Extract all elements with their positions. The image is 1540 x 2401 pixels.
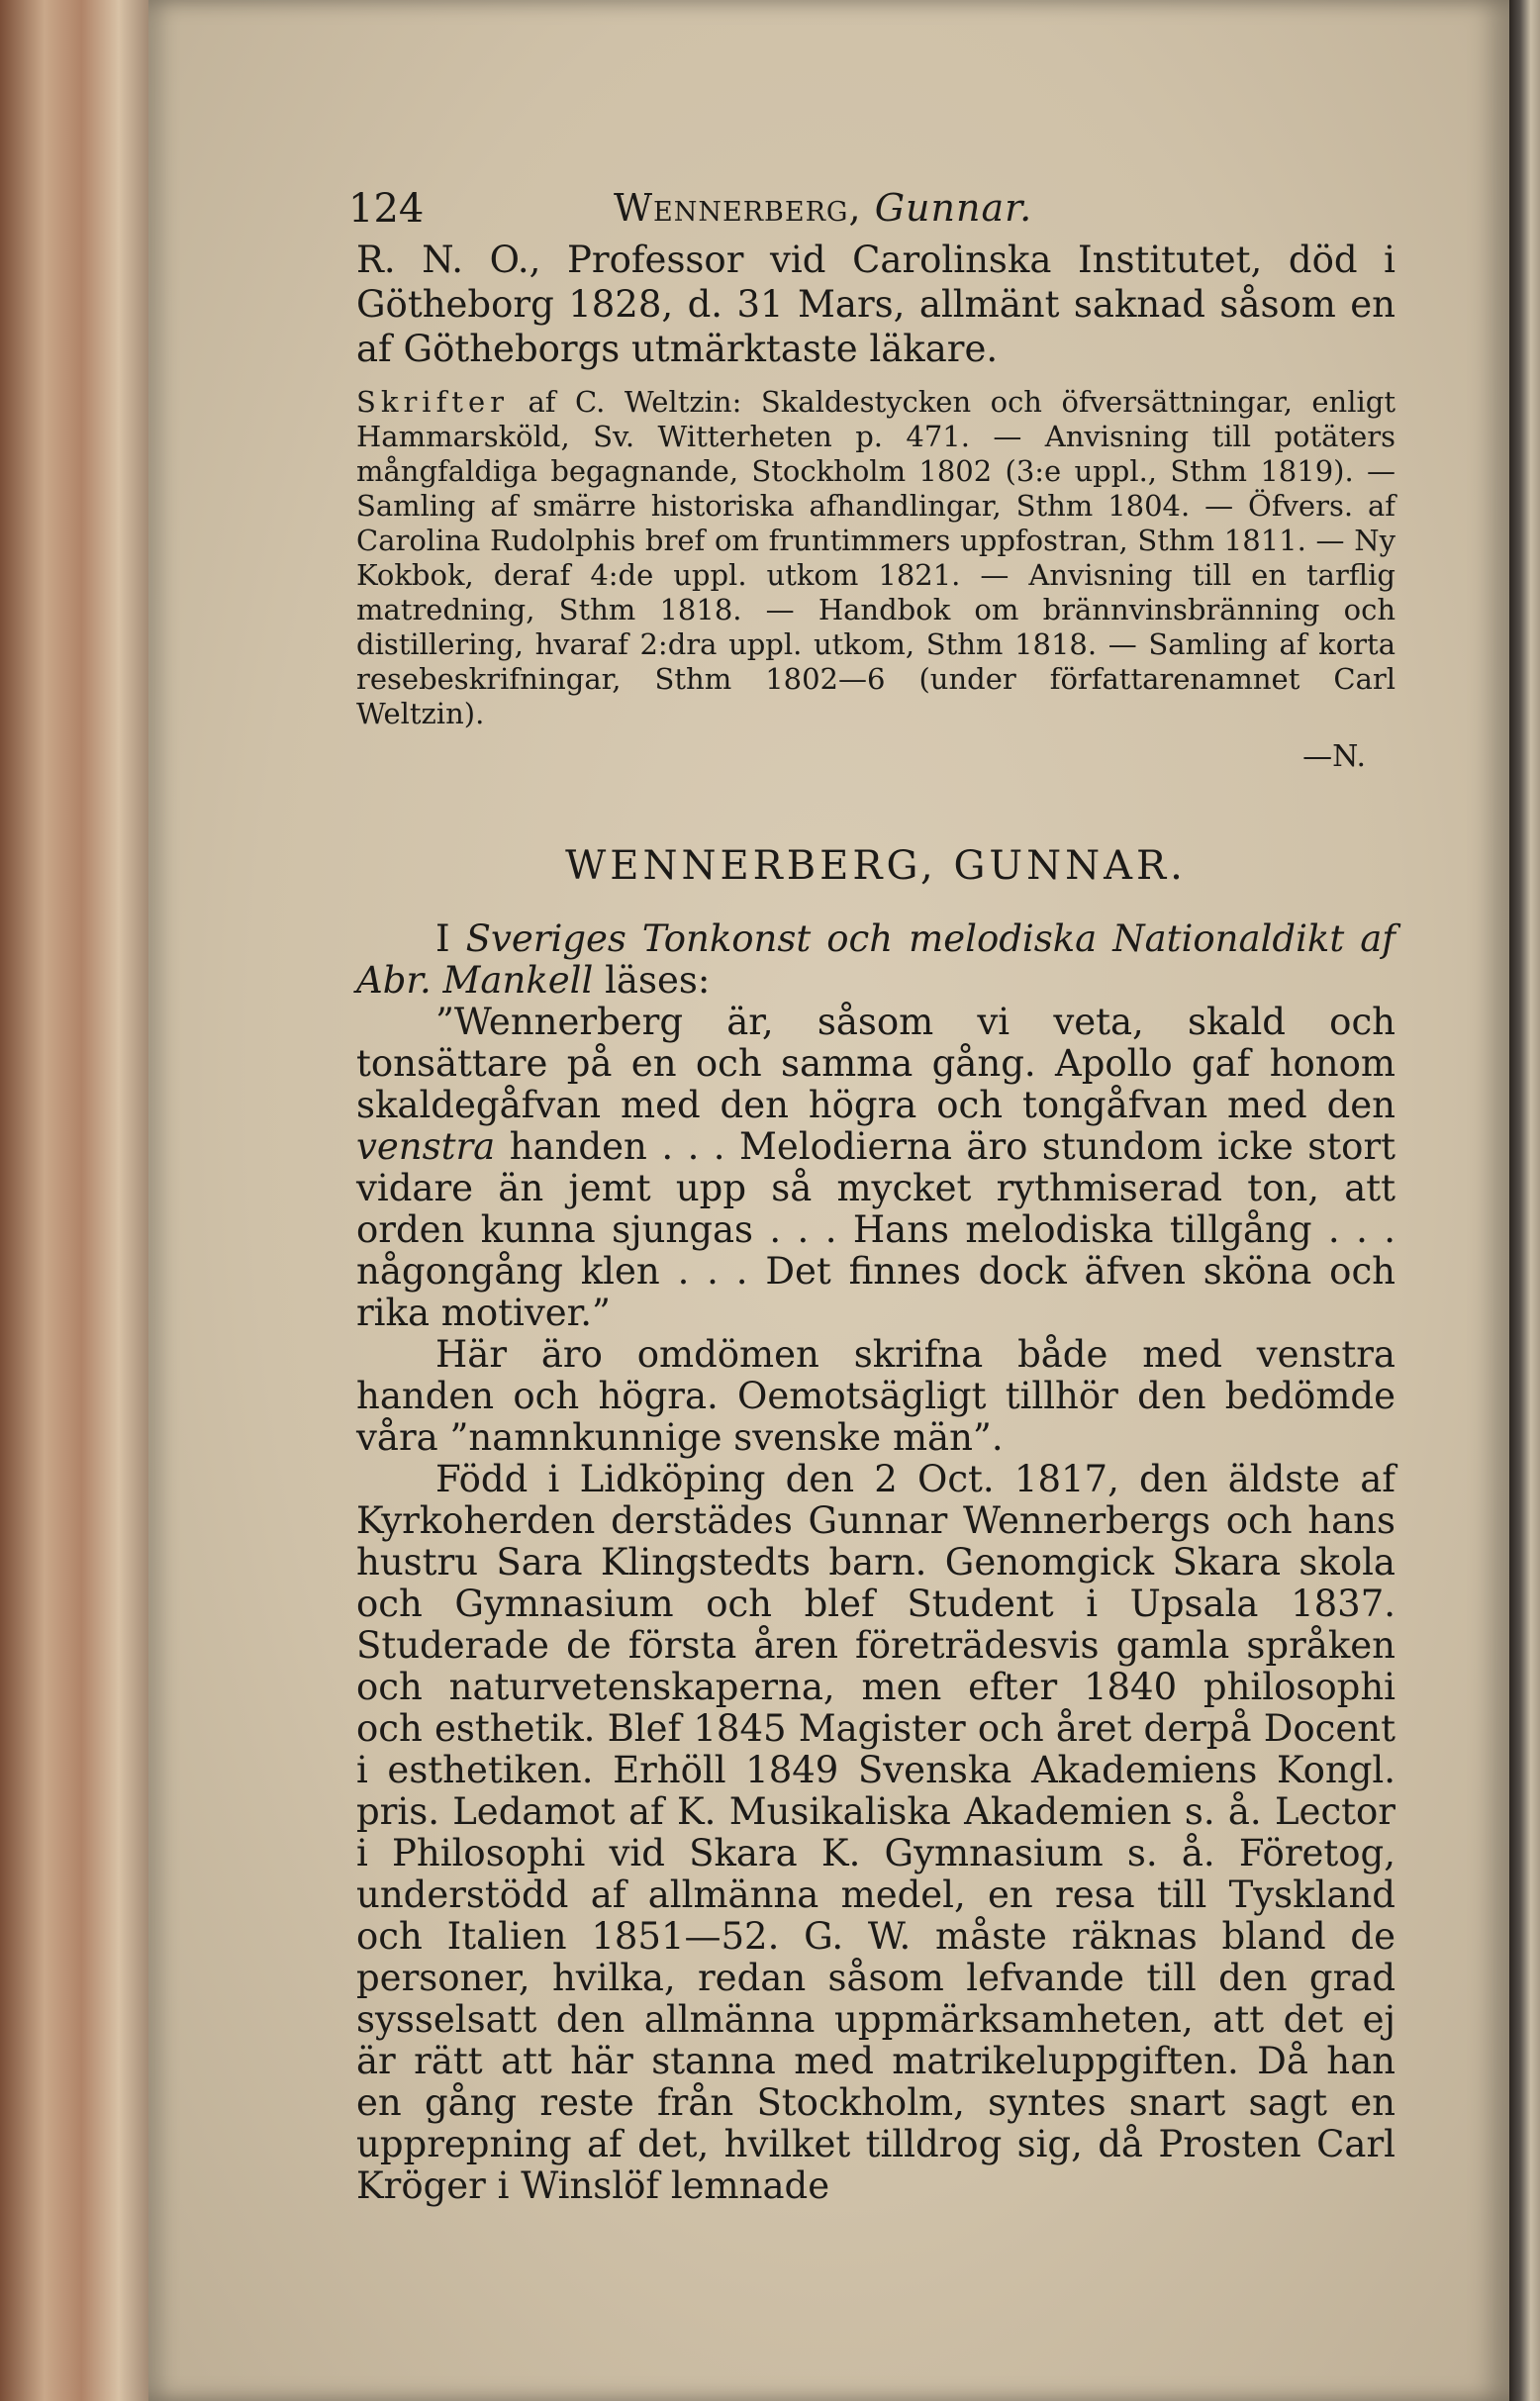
entry-heading: WENNERBERG, GUNNAR.	[565, 843, 1187, 889]
previous-entry-opening: R. N. O., Professor vid Carolinska Institutet, död i Götheborg 1828, d. 31 Mars, allmänt saknad såsom en af Götheborgs utmärktaste läkare.	[356, 239, 1396, 370]
entry-intro	[356, 918, 1396, 1002]
previous-entry-signature: —N.	[1302, 739, 1366, 774]
book-page-edges	[0, 0, 148, 2401]
entry-quote	[356, 1002, 1396, 1334]
entry-paragraph-3: Född i Lidköping den 2 Oct. 1817, den äldste af Kyrkoherden derstädes Gunnar Wennerbergs och hans hustru Sara Klingstedts barn. Genomgick Skara skola och Gymnasium och blef Student i Upsala 1837. Studerade de första åren företrädesvis gamla språken och naturvetenskaperna, men efter 1840 philosophi och esthetik. Blef 1845 Magister och året derpå Docent i esthetiken. Erhöll 1849 Svenska Akademiens Kongl. pris. Ledamot af K. Musikaliska Akademien s. å. Lector i Philosophi vid Skara K. Gymnasium s. å. Företog, understödd af allmänna medel, en resa till Tyskland och Italien 1851—52. G. W. måste räknas bland de personer, hvilka, redan såsom lefvande till den grad sysselsatt den allmänna uppmärksamheten, att det ej är rätt att här stanna med matrikeluppgiften. Då han en gång reste från Stockholm, syntes snart sagt en upprepning af det, hvilket tilldrog sig, då Prosten Carl Kröger i Winslöf lemnade	[356, 1458, 1396, 2207]
page-content	[198, 178, 1415, 2207]
writings-text: af C. Weltzin: Skaldestycken och öfversättningar, enligt Hammarsköld, Sv. Witterheten p. 471. — Anvisning till potäters mångfaldiga begagnande, Stockholm 1802 (3:e uppl., Sthm 1819). — Samling af smärre historiska afhandlingar, Sthm 1804. — Öfvers. af Carolina Rudolphis bref om fruntimmers uppfostran, Sthm 1811. — Ny Kokbok, deraf 4:de uppl. utkom 1821. — Anvisning till en tarflig matredning, Sthm 1818. — Handbok om brännvinsbränning och distillering, hvaraf 2:dra uppl. utkom, Sthm 1818. — Samling af korta resebeskrifningar, Sthm 1802—6 (under författarenamnet Carl Weltzin).	[356, 385, 1396, 730]
quote-emphasis: venstra	[356, 1125, 496, 1168]
book-gutter-shadow	[1509, 0, 1540, 2401]
running-title-name: Wennerberg,	[614, 186, 862, 230]
running-head	[198, 178, 1415, 238]
writings-label: Skrifter	[356, 385, 509, 419]
quote-text-start: ”Wennerberg är, såsom vi veta, skald och tonsättare på en och samma gång. Apollo gaf honom skaldegåfvan med den högra och tongåfvan med den	[356, 1001, 1396, 1126]
previous-entry-writings	[356, 385, 1396, 731]
running-title-given-name: Gunnar.	[874, 186, 1033, 230]
entry-paragraph-2: Här äro omdömen skrifna både med venstra handen och högra. Oemotsägligt tillhör den bedömde våra ”namnkunnige svenske män”.	[356, 1333, 1396, 1459]
running-title	[614, 186, 1032, 230]
quote-text-end: handen . . . Melodierna äro stundom icke stort vidare än jemt upp så mycket rythmiserad ton, att orden kunna sjungas . . . Hans melodiska tillgång . . . någongång klen . . . Det finnes dock äfven sköna och rika motiver.”	[356, 1125, 1396, 1334]
intro-source-title: Sveriges Tonkonst och melodiska Nationaldikt af Abr. Mankell	[356, 917, 1396, 1002]
entry-body	[356, 918, 1396, 2207]
page-number: 124	[348, 186, 425, 232]
intro-text-start: I	[435, 917, 466, 960]
intro-text-end: läses:	[593, 959, 711, 1002]
